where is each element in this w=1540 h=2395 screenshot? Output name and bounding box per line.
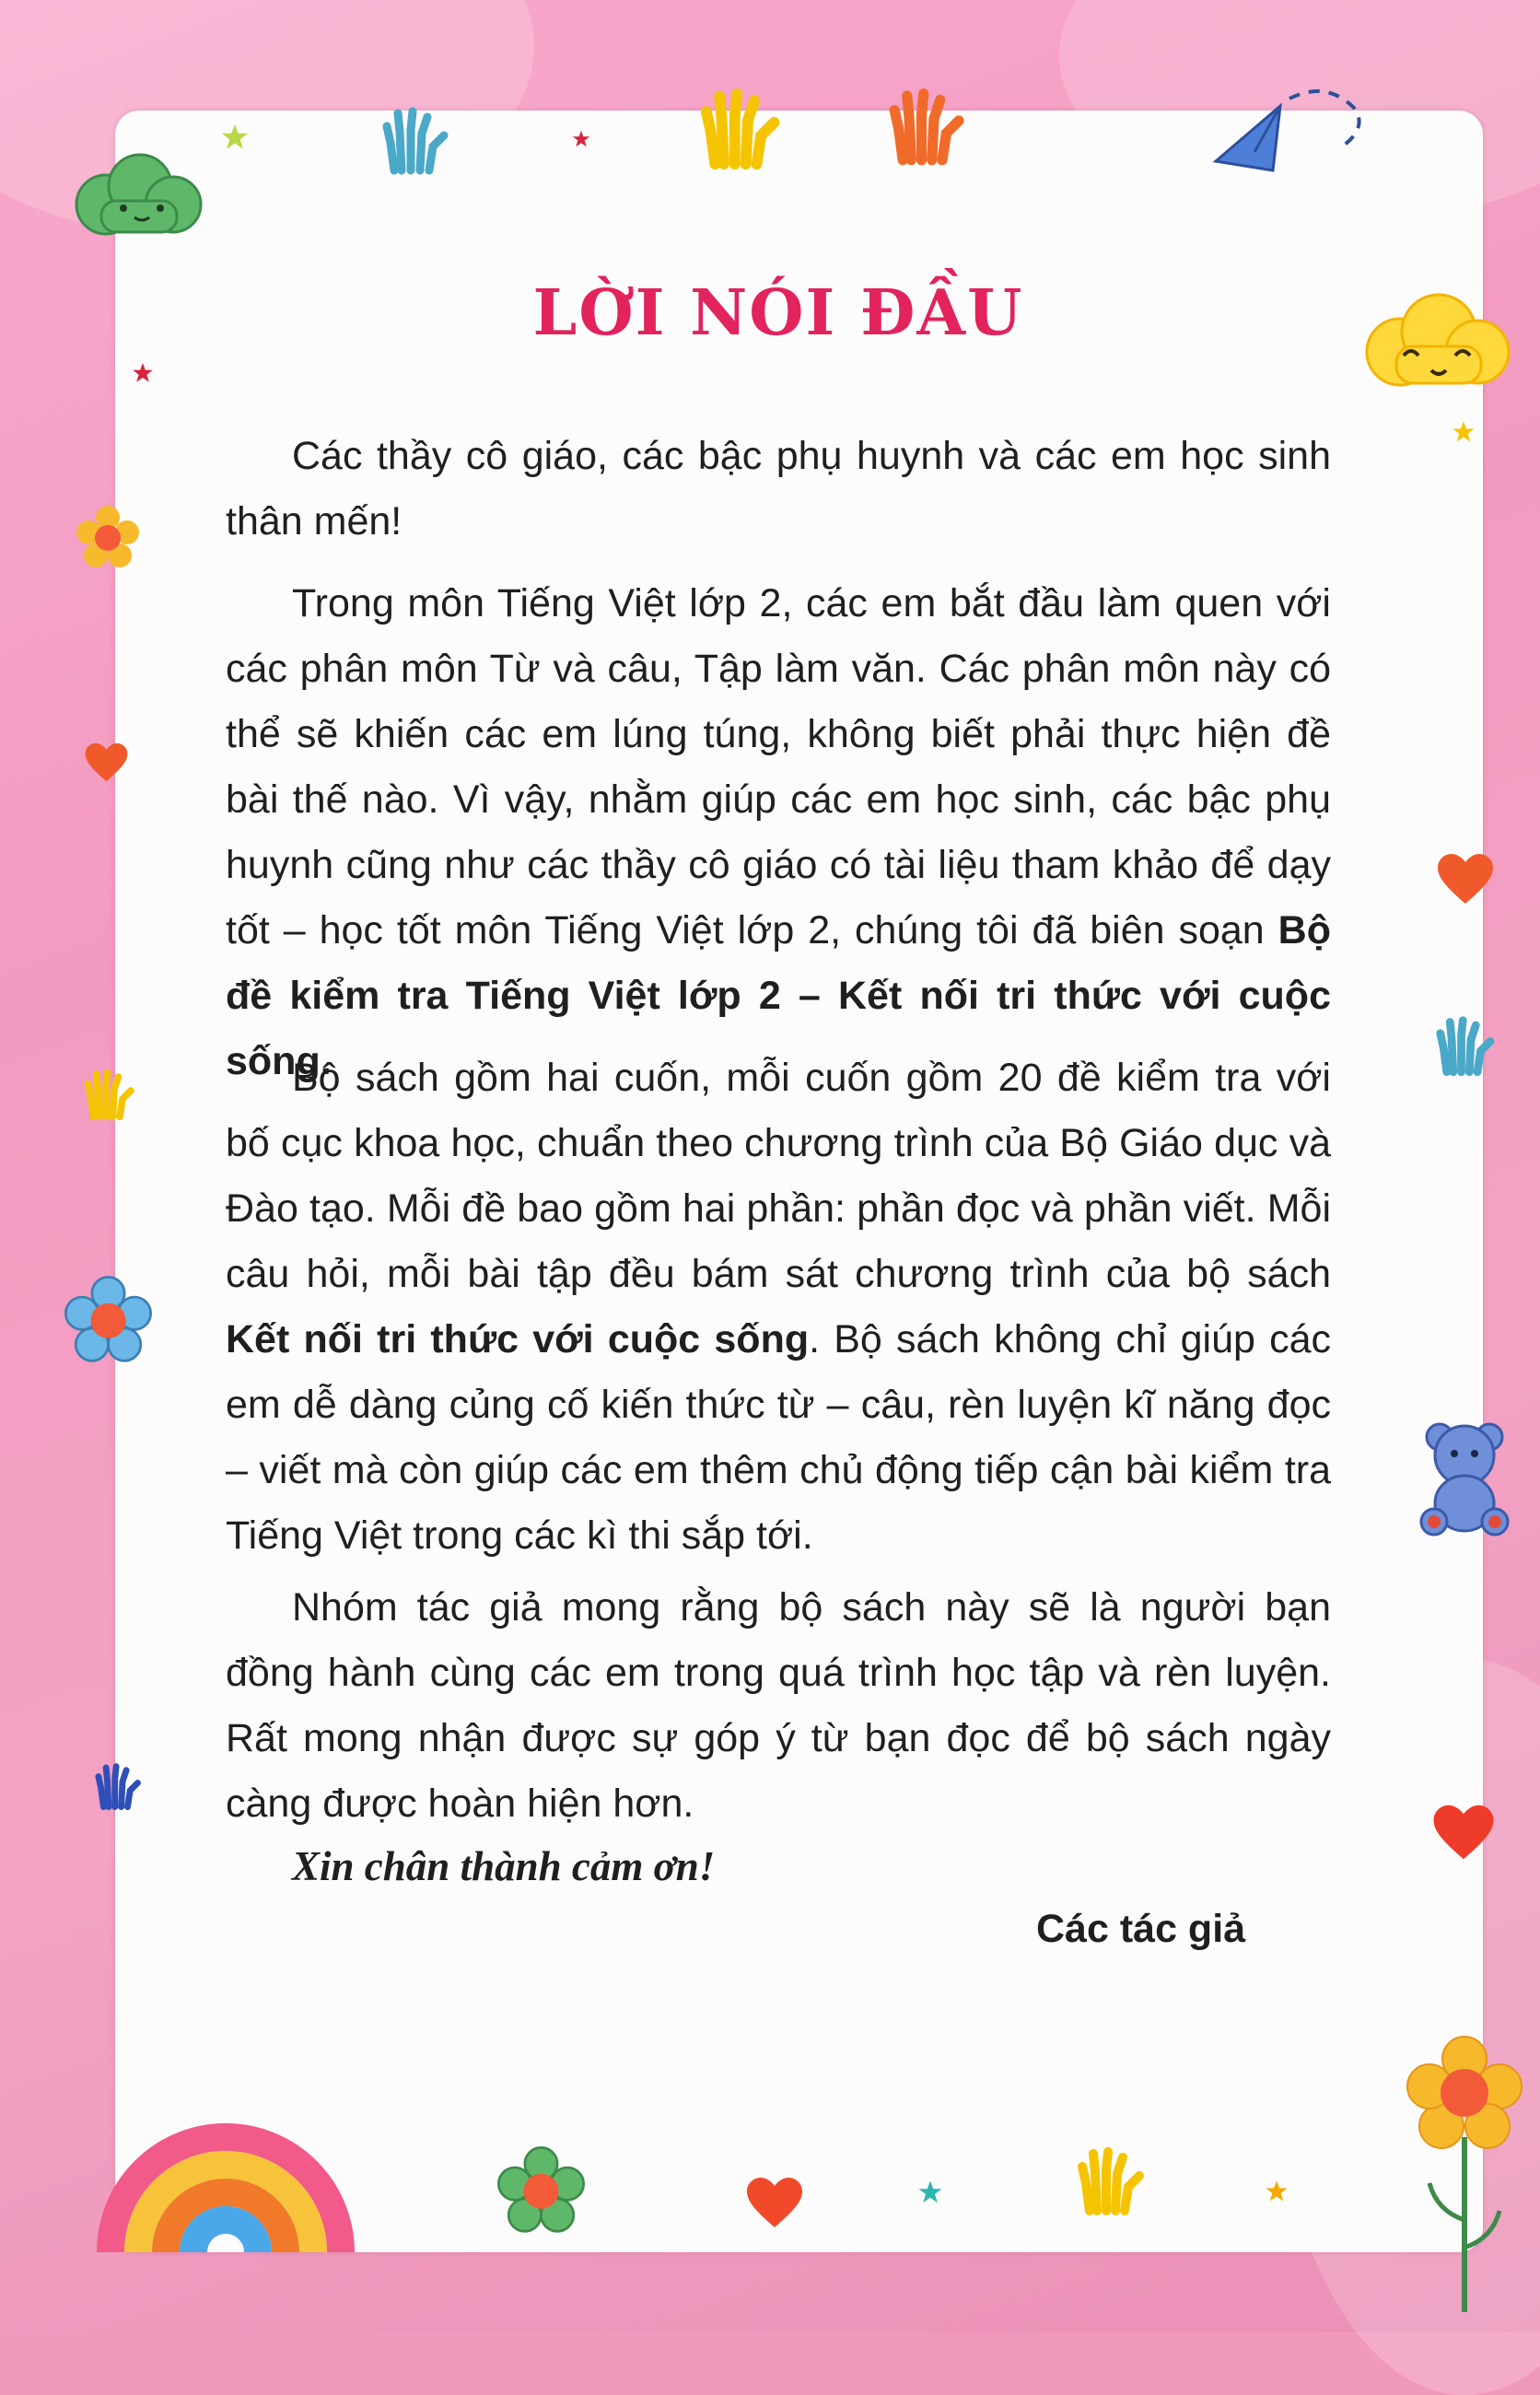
star-icon	[916, 2179, 944, 2206]
cloud-icon	[64, 147, 212, 249]
heart-icon	[81, 737, 132, 788]
paragraph-3: Nhóm tác giả mong rằng bộ sách này sẽ là người bạn đồng hành cùng các em trong quá trình học tập và rèn luyện. Rất mong nhận được sự góp ý từ bạn đọc để bộ sách ngày càng được hoàn hiện hơn.	[226, 1585, 1331, 1826]
hand-icon	[92, 1759, 143, 1817]
series-name-bold: Kết nối tri thức với cuộc sống	[226, 1317, 810, 1361]
thanks-line: Xin chân thành cảm ơn!	[292, 1843, 716, 1889]
greeting-paragraph: Các thầy cô giáo, các bậc phụ huynh và các em học sinh thân mến!	[226, 434, 1331, 543]
flower-icon	[76, 505, 140, 569]
heart-icon	[741, 2169, 808, 2236]
star-icon	[1451, 419, 1476, 445]
cloud-icon	[1354, 286, 1520, 405]
flower-icon	[497, 2146, 585, 2234]
paragraph-2	[226, 1046, 1331, 1569]
star-icon	[131, 361, 155, 385]
hand-icon	[378, 106, 451, 180]
rainbow-icon	[88, 2040, 364, 2252]
signature: Các tác giả	[1036, 1907, 1246, 1951]
hand-icon	[695, 88, 783, 175]
paragraph-2-text-end: . Bộ sách không chỉ giúp các em dễ dàng củng cố kiến thức từ – câu, rèn luyện kĩ năng đọc – viết mà còn giúp các em thêm chủ động tiếp cận bài kiểm tra Tiếng Việt trong các kì thi sắp tới.	[226, 1317, 1332, 1558]
flower-icon	[64, 1276, 152, 1363]
hand-icon	[884, 88, 967, 170]
paper-plane-icon	[1207, 88, 1382, 189]
paragraph-1-text: Trong môn Tiếng Việt lớp 2, các em bắt đầu làm quen với các phân môn Từ và câu, Tập làm văn. Các phân môn này có thể sẽ khiến các em lúng túng, không biết phải thực hiện đề bài thế nào. Vì vậy, nhằm giúp các em học sinh, các bậc phụ huynh cũng như các thầy cô giáo có tài liệu tham khảo để dạy tốt – học tốt môn Tiếng Việt lớp 2, chúng tôi đã biên soạn	[226, 581, 1331, 952]
hand-icon	[1073, 2146, 1147, 2220]
star-icon	[1264, 2179, 1289, 2204]
star-icon	[219, 122, 251, 153]
paragraph-1	[226, 571, 1331, 1094]
page-title: LỜI NÓI ĐẦU	[532, 276, 1024, 350]
hand-icon	[81, 1064, 136, 1128]
book-title-bold: Bộ đề kiểm tra Tiếng Việt lớp 2 – Kết nối tri thức với cuộc sống.	[226, 908, 1331, 1083]
flower-icon	[1405, 2036, 1524, 2312]
heart-icon	[1432, 846, 1499, 912]
paragraph-2-text: Bộ sách gồm hai cuốn, mỗi cuốn gồm 20 đề kiểm tra với bố cục khoa học, chuẩn theo chương trình của Bộ Giáo dục và Đào tạo. Mỗi đề bao gồm hai phần: phần đọc và phần viết. Mỗi câu hỏi, mỗi bài tập đều bám sát chương trình của bộ sách	[226, 1056, 1331, 1296]
hand-icon	[1432, 1013, 1497, 1082]
heart-icon	[1428, 1796, 1499, 1868]
star-icon	[571, 129, 591, 149]
teddy-bear-icon	[1414, 1419, 1515, 1538]
